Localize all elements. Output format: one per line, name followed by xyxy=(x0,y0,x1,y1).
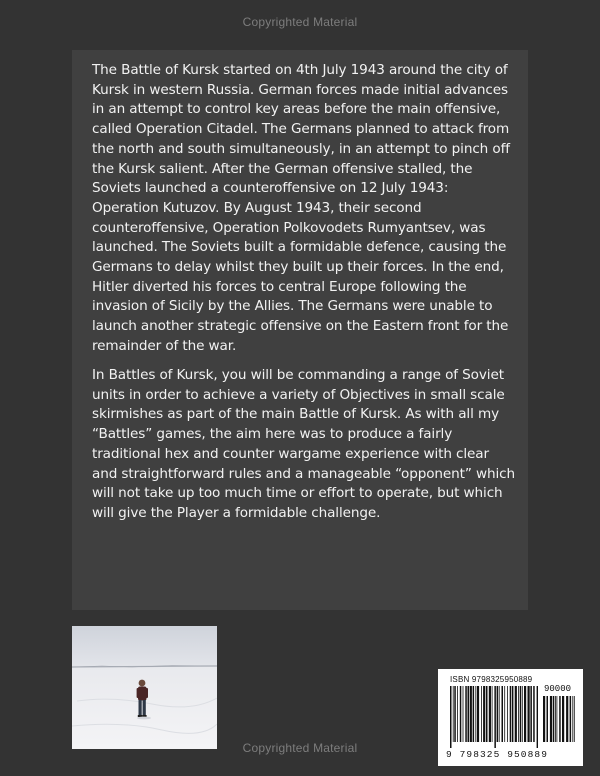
barcode-bar xyxy=(533,686,535,742)
barcode-bar xyxy=(570,696,572,742)
barcode-bar xyxy=(486,686,488,742)
blurb-paragraph-game: In Battles of Kursk, you will be commanding a range of Soviet units in order to achieve a variety of Objectives in small scale skirmishes as part of the main Battle of Kursk. As with all my “Battles” games, the aim here was to produce a fairly traditional hex and counter wargame experience with clear and straightforward rules and a manageable “opponent” which will not take up too much time or effort to operate, but which will give the Player a formidable challenge. xyxy=(92,367,515,521)
barcode-bar xyxy=(566,696,568,742)
barcode-bar xyxy=(463,686,464,742)
barcode-bar xyxy=(481,686,482,742)
barcode-bar xyxy=(502,686,504,742)
barcode-bar xyxy=(530,686,532,742)
barcode-bar xyxy=(562,696,564,742)
barcode-bar xyxy=(477,686,479,742)
barcode-bar xyxy=(555,696,556,742)
barcode-bar xyxy=(507,686,508,742)
watermark-bottom: Copyrighted Material xyxy=(242,741,358,755)
barcode-bar xyxy=(494,686,496,748)
barcode-bar xyxy=(492,686,493,742)
barcode-bar xyxy=(515,686,517,742)
barcode-bar xyxy=(475,686,476,742)
barcode-bar xyxy=(543,696,545,742)
blurb-panel xyxy=(72,50,528,610)
price-code: 90000 xyxy=(544,684,572,694)
barcode-bar xyxy=(572,696,573,742)
barcode-bar xyxy=(510,686,512,742)
barcode-bar xyxy=(537,686,538,748)
barcode-bar xyxy=(553,696,555,742)
blurb-paragraph-history: The Battle of Kursk started on 4th July 1943 around the city of Kursk in western Russia. German forces made initial advances in an attempt to control key areas before the main offensive, called Operation Citadel. The Germans planned to attack from the north and south simultaneously, in an attempt to pinch off the Kursk salient. After the German offensive stalled, the Soviets launched a counteroffensive on 12 July 1943: Operation Kutuzov. By August 1943, their second counteroffensive, Operation Polkovodets Rumyantsev, was launched. The Soviets built a formidable defence, causing the Germans to delay whilst they built up their forces. In the end, Hitler diverted his forces to central Europe following the invasion of Sicily by the Allies. The Germans were unable to launch another strategic offensive on the Eastern front for the remainder of the war. xyxy=(92,62,510,354)
isbn-label: ISBN 9798325950889 xyxy=(450,675,533,684)
barcode-bar xyxy=(524,686,526,742)
watermark-top: Copyrighted Material xyxy=(242,15,358,29)
barcode-bar xyxy=(465,686,467,742)
barcode-bar xyxy=(457,686,458,742)
barcode-bar xyxy=(550,696,552,742)
barcode-bar xyxy=(518,686,519,742)
barcode-bar xyxy=(557,696,558,742)
barcode-bar xyxy=(522,686,523,742)
barcode-bar xyxy=(512,686,514,742)
barcode-bar xyxy=(547,696,549,742)
barcode-bar xyxy=(497,686,499,742)
barcode-bar xyxy=(453,686,454,742)
barcode-bar xyxy=(468,686,470,742)
barcode-bar xyxy=(473,686,475,742)
barcode-bar xyxy=(454,686,456,742)
barcode-bar xyxy=(499,686,500,742)
barcode-bar xyxy=(470,686,472,742)
barcode-bar xyxy=(489,686,491,742)
barcode-bar xyxy=(574,696,575,742)
person-in-snow-icon xyxy=(72,626,217,749)
barcode-bar xyxy=(483,686,485,742)
ean-digits: 9 798325 950889 xyxy=(446,749,549,760)
barcode-bar xyxy=(460,686,462,742)
barcode-bar xyxy=(450,686,452,748)
barcode-bar xyxy=(504,686,505,742)
barcode-bar xyxy=(528,686,530,742)
barcode-bars-icon xyxy=(450,686,538,748)
barcode-bar xyxy=(559,696,561,742)
barcode-bar xyxy=(520,686,522,742)
author-photo xyxy=(72,626,217,749)
